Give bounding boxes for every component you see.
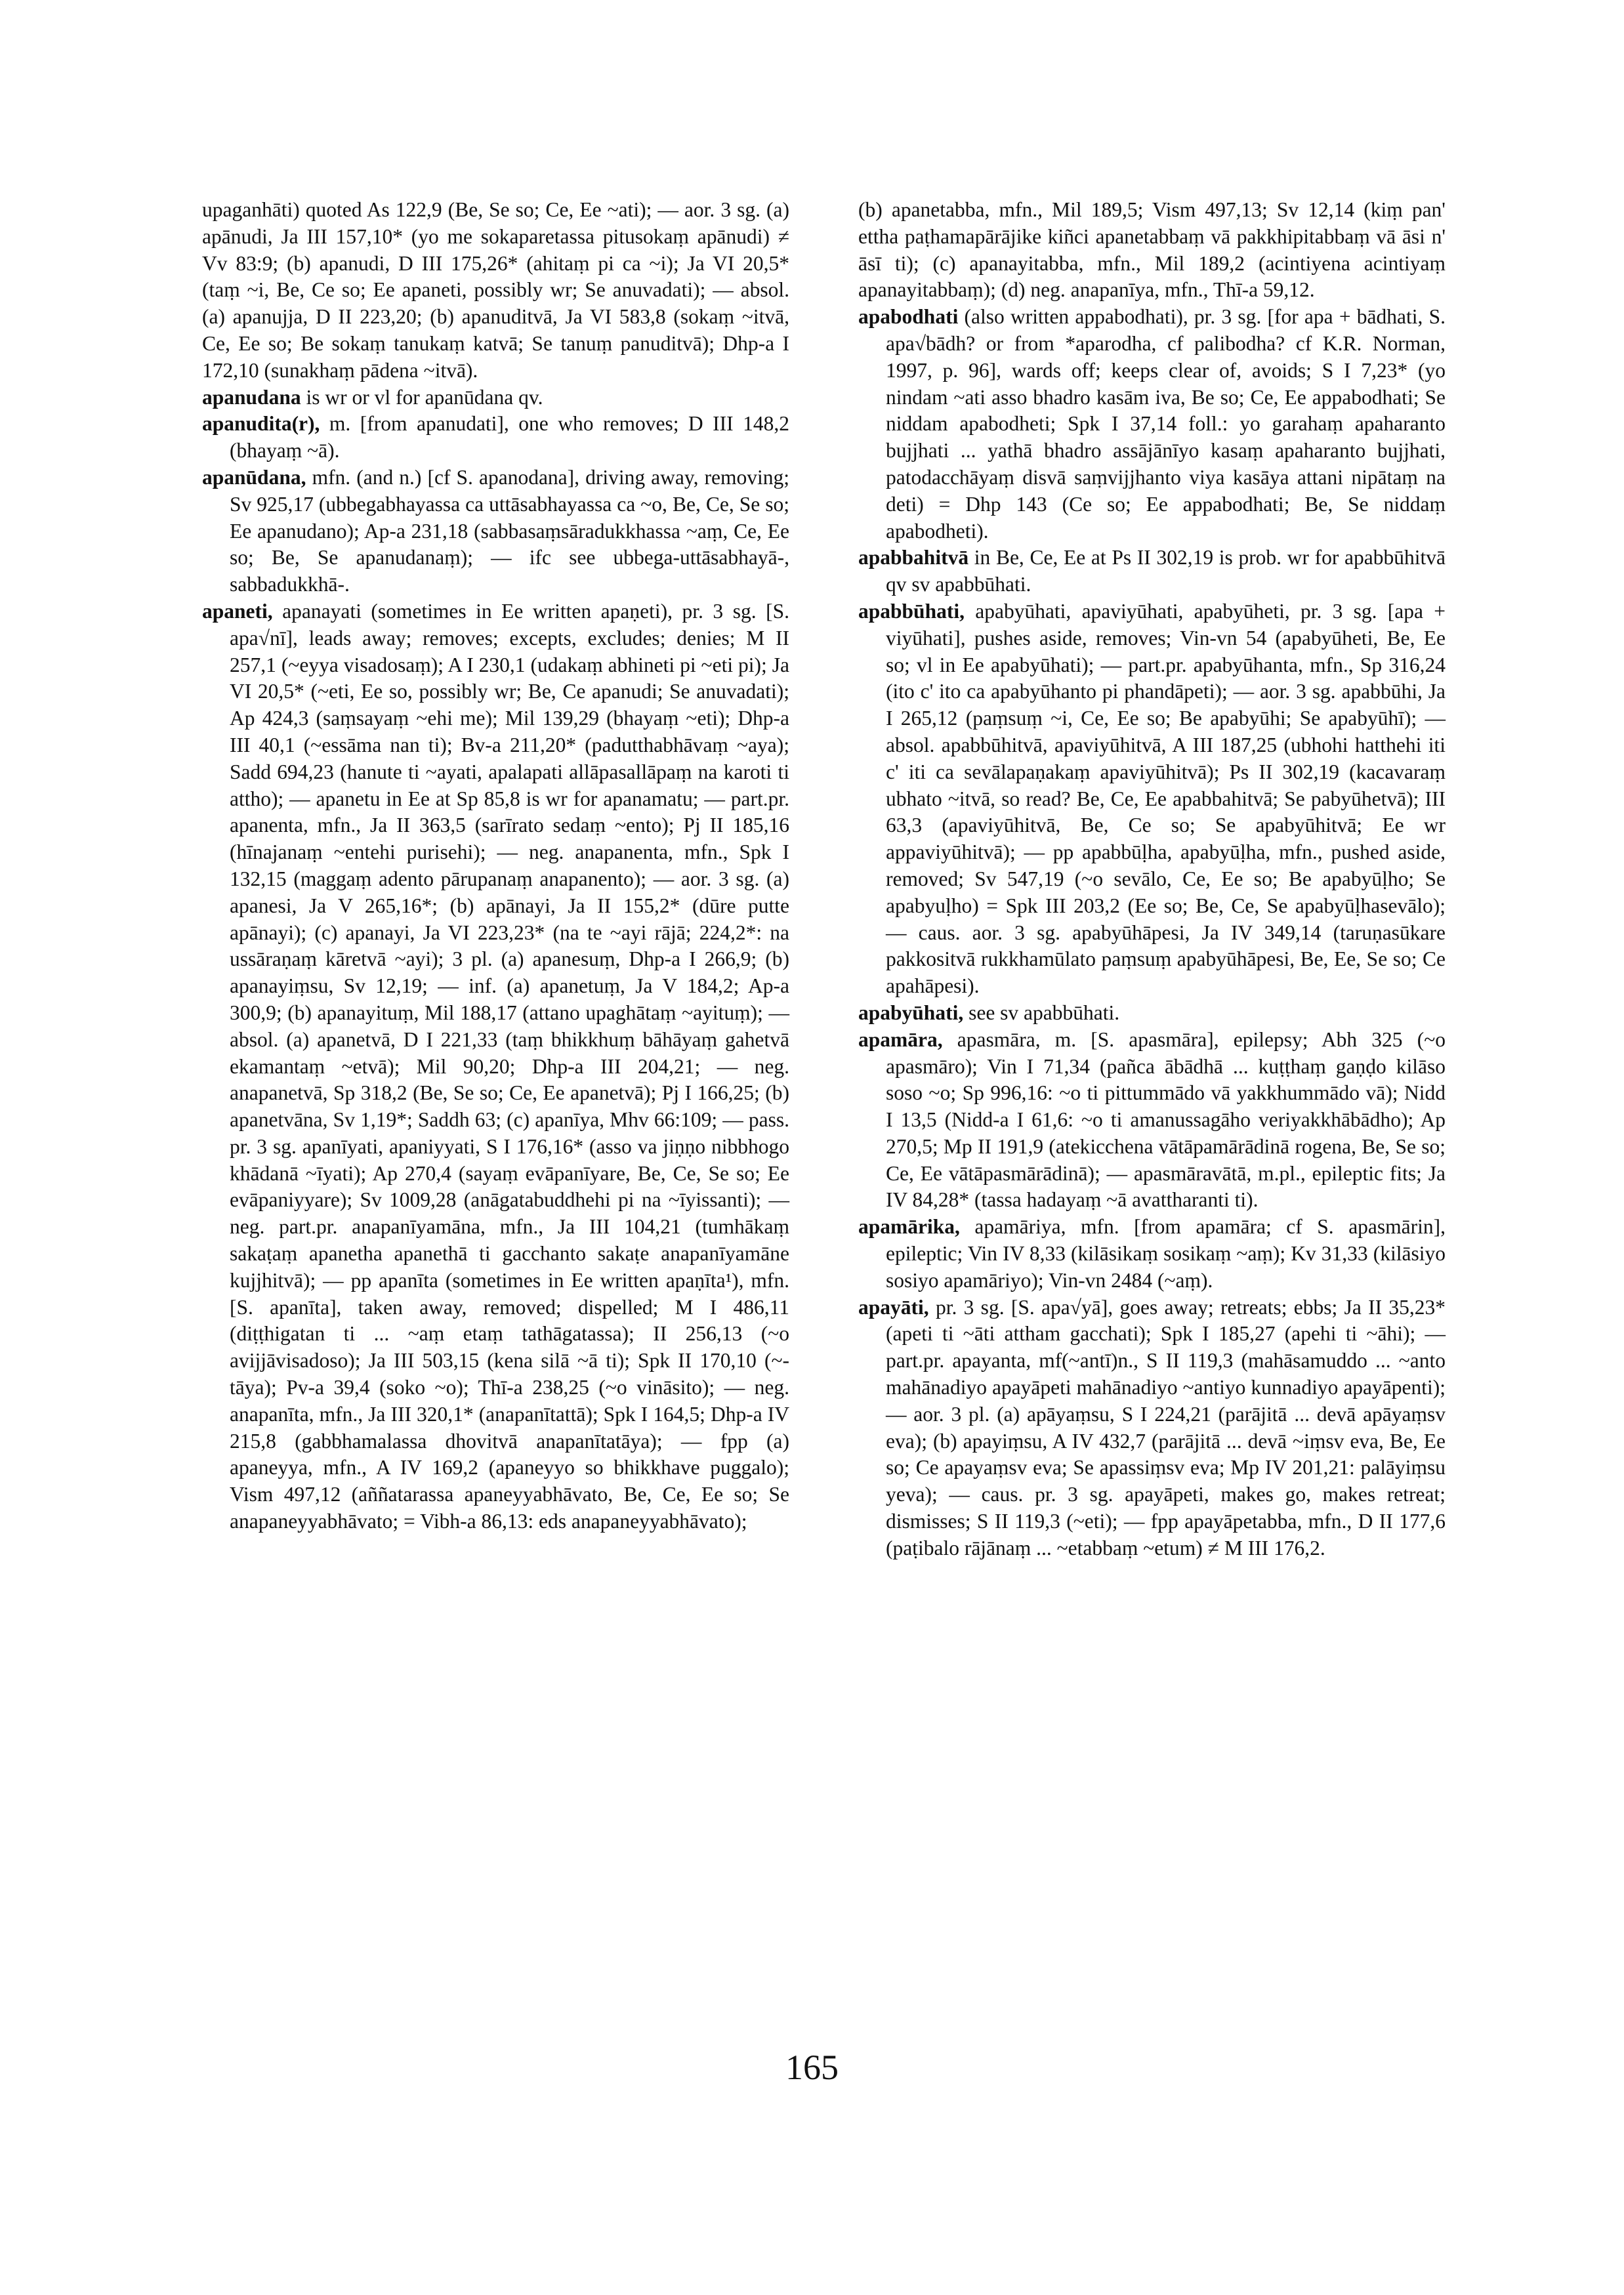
entry-apanudana [202, 384, 789, 411]
entry-text: pr. 3 sg. [S. apa√yā], goes away; retreats; ebbs; Ja II 35,23* (apeti ti ~āti attham gacchati); Spk I 185,27 (apehi ti ~āhi); — part.pr. apayanta, mf(~antī)n., S II 119,3 (mahāsamuddo ... ~anto mahānadiyo apayāpeti mahānadiyo ~antiyo kunnadiyo apayāpenti); — aor. 3 pl. (a) apāyaṃsu, S I 224,21 (parājitā ... devā apāyaṃsv eva); (b) apayiṃsu, A IV 432,7 (parājitā ... devā ~iṃsv eva, Be, Ee so; Ce apayaṃsv eva; Se apassiṃsv eva; Mp IV 201,21: palāyiṃsu yeva); — caus. pr. 3 sg. apayāpeti, makes go, makes retreat; dismisses; S II 119,3 (~eti); — fpp apayāpetabba, mfn., D II 177,6 (paṭibalo rājānaṃ ... ~etabbaṃ ~etum) ≠ M III 176,2. [886, 1295, 1446, 1560]
entry-apabbuhati [858, 598, 1446, 1000]
entry-text: mfn. (and n.) [cf S. apanodana], driving away, removing; Sv 925,17 (ubbegabhayassa ca uttāsabhayassa ca ~o, Be, Ce, Se so; Ee apanudano); Ap-a 231,18 (sabbasaṃsāradukkhassa ~aṃ, Ce, Ee so; Be, Se apanudanaṃ); — ifc see ubbega-uttāsabhayā-, sabbadukkhā-. [230, 465, 790, 596]
entry-text: apabyūhati, apaviyūhati, apabyūheti, pr. 3 sg. [apa + viyūhati], pushes aside, removes; Vin-vn 54 (apabyūheti, Be, Ee so; vl in Ee apabyūhati); — part.pr. apabyūhanta, mfn., Sp 316,24 (ito c' ito ca apabyūhanto pi phandāpeti); — aor. 3 sg. apabbūhi, Ja I 265,12 (paṃsuṃ ~i, Ce, Ee so; Be apabyūhi; Se apabyūhī); — absol. apabbūhitvā, apaviyūhitvā, A III 187,25 (ubhohi hatthehi iti c' iti ca sevālapaṇakaṃ apaviyūhitvā); Ps II 302,19 (kacavaraṃ ubhato ~itvā, so read? Be, Ce, Ee apabbahitvā; Se pabyūhetvā); III 63,3 (apaviyūhitvā, Be, Ce so; Se apabyūhitvā; Ee wr appaviyūhitvā); — pp apabbūḷha, apabyūḷha, mfn., pushed aside, removed; Sv 547,19 (~o sevālo, Ce, Ee so; Be apabyūḷho; Se apabyuḷho) = Spk III 203,2 (Ee so; Be, Ce, Se apabyūḷhasevālo); — caus. aor. 3 sg. apabyūhāpesi, Ja IV 349,14 (taruṇasūkare pakkositvā rukkhamūlato paṃsuṃ apabyūhāpesi, Be, Ee, Se so; Ce apahāpesi). [886, 599, 1446, 998]
entry-apaneti [202, 598, 789, 1535]
entry-apabbahitva [858, 545, 1446, 598]
entry-headword: apamārika, [858, 1215, 960, 1239]
entry-text: in Be, Ce, Ee at Ps II 302,19 is prob. wr for apabbūhitvā qv sv apabbūhati. [886, 546, 1446, 596]
entry-text: (b) apanetabba, mfn., Mil 189,5; Vism 497,13; Sv 12,14 (kiṃ pan' ettha paṭhamapārājike kiñci apanetabbaṃ vā pakkhipitabbaṃ vā āsi n' āsī ti); (c) apanayitabba, mfn., Mil 189,2 (acintiyena acintiyaṃ apanayitabbaṃ); (d) neg. anapanīya, mfn., Thī-a 59,12. [858, 198, 1446, 302]
entry-continuation [202, 197, 789, 384]
entry-text: (also written appabodhati), pr. 3 sg. [for apa + bādhati, S. apa√bādh? or from *aparodha, cf palibodha? cf K.R. Norman, 1997, p. 96], wards off; keeps clear of, avoids; S I 7,23* (yo nindam ~ati asso bhadro kasām iva, Be so; Ce, Ee appabodhati; Se niddam apabodheti; Spk I 37,14 foll.: yo garahaṃ apaharanto bujjhati ... yathā bhadro assājānīyo kasaṃ apaharanto bujjhati, patodacchāyaṃ disvā saṃvijjhanto viya kasāya attani nipātaṃ na deti) = Dhp 143 (Ce so; Ee appabodhati; Be, Se niddaṃ apabodheti). [886, 305, 1446, 543]
entry-headword: apabodhati [858, 305, 959, 329]
entry-headword: apabbūhati, [858, 599, 965, 623]
entry-text: apamāriya, mfn. [from apamāra; cf S. apasmārin], epileptic; Vin IV 8,33 (kilāsikaṃ sosikaṃ ~aṃ); Kv 31,33 (kilāsiyo sosiyo apamāriyo); Vin-vn 2484 (~aṃ). [886, 1215, 1446, 1292]
entry-headword: apayāti, [858, 1295, 929, 1319]
entry-apayati [858, 1294, 1446, 1562]
entry-headword: apabyūhati, [858, 1001, 964, 1024]
entry-apabyuhati [858, 1000, 1446, 1027]
right-column [858, 197, 1446, 1562]
entry-headword: apanudana [202, 385, 301, 409]
entry-text: is wr or vl for apanūdana qv. [306, 385, 543, 409]
entry-text: see sv apabbūhati. [968, 1001, 1120, 1024]
entry-text: apanayati (sometimes in Ee written apaṇeti), pr. 3 sg. [S. apa√nī], leads away; removes; excepts, excludes; denies; M II 257,1 (~eyya visadosaṃ); A I 230,1 (udakaṃ abhineti pi ~eti pi); Ja VI 20,5* (~eti, Ee so, possibly wr; Be, Ce apanudi; Se anuvadati); Ap 424,3 (saṃsayaṃ ~ehi me); Mil 139,29 (bhayaṃ ~eti); Dhp-a III 40,1 (~essāma nan ti); Bv-a 211,20* (padutthabhāvaṃ ~aya); Sadd 694,23 (hanute ti ~ayati, apalapati allāpasallāpaṃ na karoti ti attho); — apanetu in Ee at Sp 85,8 is wr for apanamatu; — part.pr. apanenta, mfn., Ja II 363,5 (sarīrato sedaṃ ~ento); Pj II 185,16 (hīnajanaṃ ~entehi purisehi); — neg. anapanenta, mfn., Spk I 132,15 (maggaṃ adento pārupanaṃ anapanento); — aor. 3 sg. (a) apanesi, Ja V 265,16*; (b) apānayi, Ja II 155,2* (dūre putte apānayi); (c) apanayi, Ja VI 223,23* (na te ~ayi rājā; 224,2*: na ussāraṇaṃ kāretvā ~ayi); 3 pl. (a) apanesuṃ, Dhp-a I 266,9; (b) apanayiṃsu, Sv 12,19; — inf. (a) apanetuṃ, Ja V 184,2; Ap-a 300,9; (b) apanayituṃ, Mil 188,17 (attano upaghātaṃ ~ayituṃ); — absol. (a) apanetvā, D I 221,33 (taṃ bhikkhuṃ bāhāyaṃ gahetvā ekamantaṃ ~etvā); Mil 90,20; Dhp-a III 204,21; — neg. anapanetvā, Sp 318,2 (Be, Se so; Ce, Ee apanetvā); Pj I 166,25; (b) apanetvāna, Sv 1,19*; Saddh 63; (c) apanīya, Mhv 66:109; — pass. pr. 3 sg. apanīyati, apaniyyati, S I 176,16* (asso va jiṇṇo nibbhogo khādanā ~īyati); Ap 270,4 (sayaṃ evāpanīyare, Be, Ce, Se so; Ee evāpaniyyare); Sv 1009,28 (anāgatabuddhehi pi na ~īyissanti); — neg. part.pr. anapanīyamāna, mfn., Ja III 104,21 (tumhākaṃ sakaṭaṃ apanetha apanethā ti gacchanto sakaṭe anapanīyamāne kujjhitvā); — pp apanīta (sometimes in Ee written apaṇīta¹), mfn. [S. apanīta], taken away, removed; dispelled; M I 486,11 (diṭṭhigatan ti ... ~aṃ etaṃ tathāgatassa); II 256,13 (~o avijjāvisadoso); Ja III 503,15 (kena silā ~ā ti); Spk II 170,10 (~-tāya); Pv-a 39,4 (soko ~o); Thī-a 238,25 (~o vināsito); — neg. anapanīta, mfn., Ja III 320,1* (anapanītattā); Spk I 164,5; Dhp-a IV 215,8 (gabbhamalassa dhovitvā anapanītatāya); — fpp (a) apaneyya, mfn., A IV 169,2 (apaneyyo so bhikkhave puggalo); Vism 497,12 (aññatarassa apaneyyabhāvato, Be, Ce, Ee so; Se anapaneyyabhāvato; = Vibh-a 86,13: eds anapaneyyabhāvato); [230, 599, 789, 1533]
entry-apamarika [858, 1214, 1446, 1294]
entry-apanuditar [202, 411, 789, 465]
entry-continuation [858, 197, 1446, 304]
page-number: 165 [785, 2048, 839, 2087]
left-column [202, 197, 789, 1535]
entry-apamara [858, 1027, 1446, 1214]
entry-headword: apanudita(r), [202, 412, 320, 436]
entry-headword: apabbahitvā [858, 546, 969, 569]
entry-text: upaganhāti) quoted As 122,9 (Be, Se so; Ce, Ee ~ati); — aor. 3 sg. (a) apānudi, Ja III 157,10* (yo me sokaparetassa pitusokaṃ apānudi) ≠ Vv 83:9; (b) apanudi, D III 175,26* (ahitaṃ pi ca ~i); Ja VI 20,5* (taṃ ~i, Be, Ce so; Ee apaneti, possibly wr; Se anuvadati); — absol. (a) apanujja, D II 223,20; (b) apanuditvā, Ja VI 583,8 (sokaṃ ~itvā, Ce, Ee so; Be sokaṃ tanukaṃ katvā; Se tanuṃ panuditvā); Dhp-a I 172,10 (sunakhaṃ pādena ~itvā). [202, 198, 789, 382]
entry-headword: apanūdana, [202, 465, 306, 489]
entry-headword: apaneti, [202, 599, 273, 623]
entry-text: apasmāra, m. [S. apasmāra], epilepsy; Abh 325 (~o apasmāro); Vin I 71,34 (pañca ābādhā ... kuṭṭhaṃ gaṇḍo kilāso soso ~o; Sp 996,16: ~o ti pittummādo vā yakkhummādo vā); Nidd I 13,5 (Nidd-a I 61,6: ~o ti amanussagāho veriyakkhābādho); Ap 270,5; Mp II 191,9 (atekicchena vātāpamārādinā rogena, Be, Se so; Ce, Ee vātāpasmārādinā); — apasmāravātā, m.pl., epileptic fits; Ja IV 84,28* (tassa hadayaṃ ~ā avattharanti ti). [886, 1027, 1446, 1212]
entry-text: m. [from apanudati], one who removes; D III 148,2 (bhayaṃ ~ā). [230, 412, 790, 463]
entry-apanudana-long [202, 465, 789, 598]
entry-headword: apamāra, [858, 1027, 943, 1051]
entry-apabodhati [858, 304, 1446, 545]
